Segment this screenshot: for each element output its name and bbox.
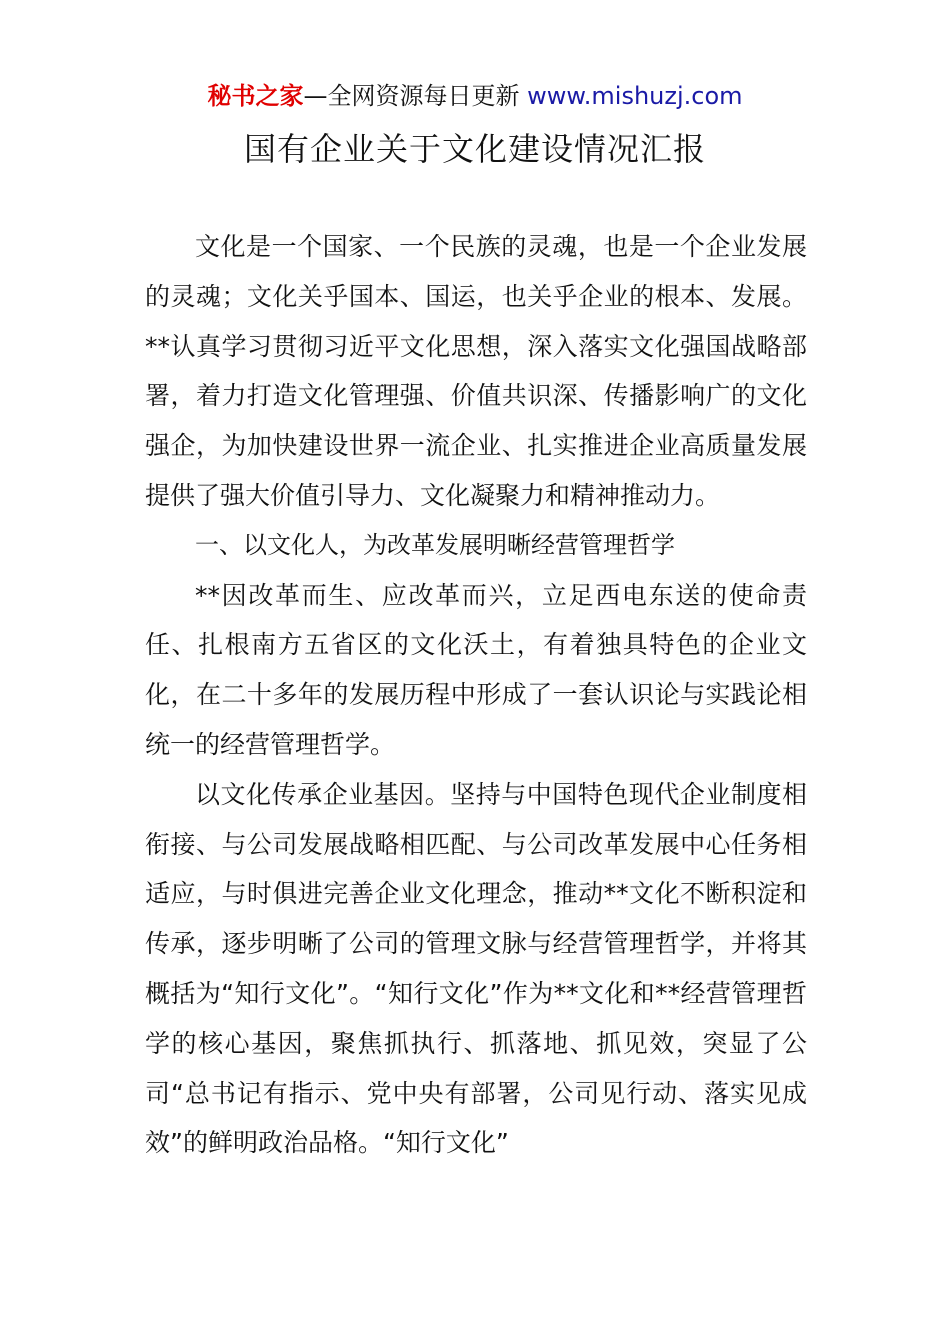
section-heading-1: 一、以文化人，为改革发展明晰经营管理哲学: [195, 530, 675, 559]
site-url-link[interactable]: www.mishuzj.com: [527, 82, 743, 110]
intro-paragraph: 文化是一个国家、一个民族的灵魂，也是一个企业发展的灵魂；文化关乎国本、国运，也关乎企业的根本、发展。**认真学习贯彻习近平文化思想，深入落实文化强国战略部署，着力打造文化管理强、价值共识深、传播影响广的文化强企，为加快建设世界一流企业、扎实推进企业高质量发展提供了强大价值引导力、文化凝聚力和精神推动力。: [145, 232, 807, 510]
body-paragraph: **因改革而生、应改革而兴，立足西电东送的使命责任、扎根南方五省区的文化沃土，有着独具特色的企业文化，在二十多年的发展历程中形成了一套认识论与实践论相统一的经营管理哲学。: [145, 580, 807, 759]
site-header: [0, 80, 950, 112]
brand-name: 秘书之家: [207, 82, 304, 110]
body-paragraph: 以文化传承企业基因。坚持与中国特色现代企业制度相衔接、与公司发展战略相匹配、与公司改革发展中心任务相适应，与时俱进完善企业文化理念，推动**文化不断积淀和传承，逐步明晰了公司的管理文脉与经营管理哲学，并将其概括为“知行文化”。“知行文化”作为**文化和**经营管理哲学的核心基因，聚焦抓执行、抓落地、抓见效，突显了公司“总书记有指示、党中央有部署，公司见行动、落实见成效”的鲜明政治品格。“知行文化”: [145, 779, 807, 1158]
document-body: [145, 222, 807, 1168]
header-tagline: —全网资源每日更新: [303, 82, 520, 110]
document-title: 国有企业关于文化建设情况汇报: [243, 130, 706, 168]
